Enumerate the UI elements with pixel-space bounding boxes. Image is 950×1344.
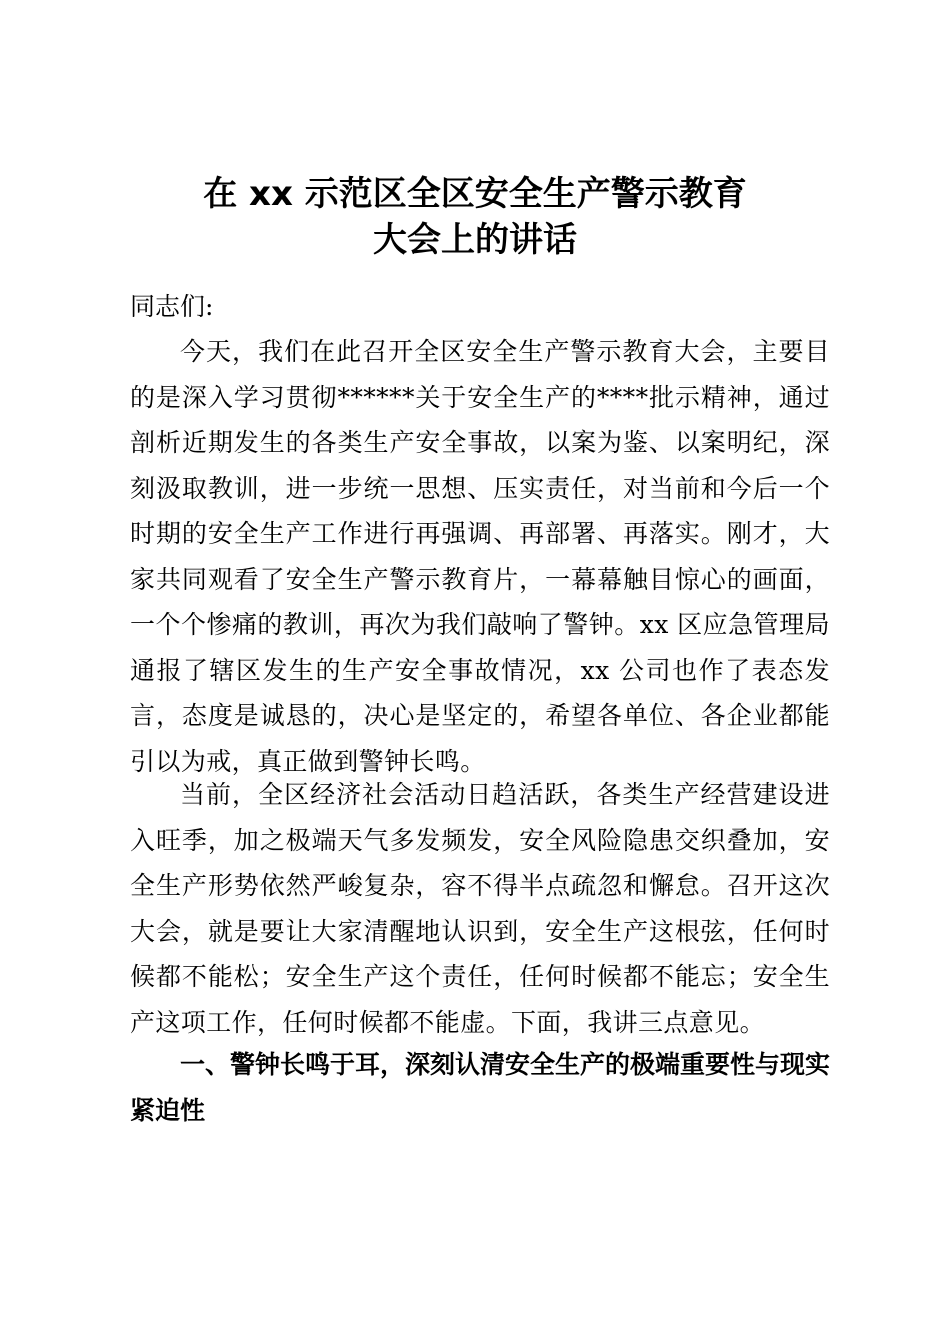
document-title-line-2: 大会上的讲话 xyxy=(373,220,577,260)
salutation: 同志们: xyxy=(130,292,214,321)
section-heading: 一、警钟长鸣于耳，深刻认清安全生产的极端重要性与现实紧迫性 xyxy=(130,1050,831,1125)
paragraph: 今天，我们在此召开全区安全生产警示教育大会，主要目的是深入学习贯彻******关于安全生产的****批示精神，通过剖析近期发生的各类生产安全事故，以案为鉴、以案明纪，深刻汲取教训，进一步统一思想、压实责任，对当前和今后一个时期的安全生产工作进行再强调、再部署、再落实。刚才，大家共同观看了安全生产警示教育片，一幕幕触目惊心的画面，一个个惨痛的教训，再次为我们敲响了警钟。xx 区应急管理局通报了辖区发生的生产安全事故情况，xx 公司也作了表态发言，态度是诚恳的，决心是坚定的，希望各单位、各企业都能引以为戒，真正做到警钟长鸣。 xyxy=(130,337,830,776)
paragraph: 当前，全区经济社会活动日趋活跃，各类生产经营建设进入旺季，加之极端天气多发频发，安全风险隐患交织叠加，安全生产形势依然严峻复杂，容不得半点疏忽和懈怠。召开这次大会，就是要让大家清醒地认识到，安全生产这根弦，任何时候都不能松；安全生产这个责任，任何时候都不能忘；安全生产这项工作，任何时候都不能虚。下面，我讲三点意见。 xyxy=(130,780,830,1037)
document-title-line-1: 在 xx 示范区全区安全生产警示教育 xyxy=(203,174,747,214)
